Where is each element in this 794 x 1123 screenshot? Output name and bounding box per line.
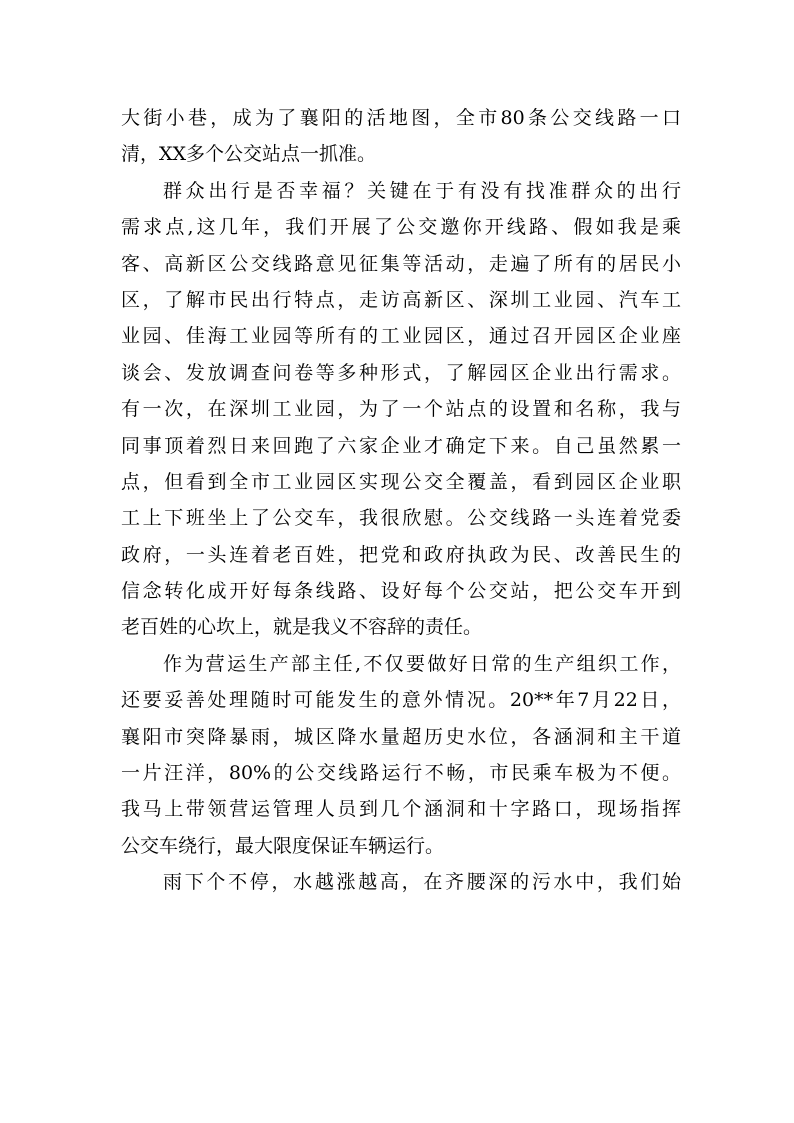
text-line: 有一次，在深圳工业园，为了一个站点的设置和名称，我与 [121,398,681,421]
document-body [121,100,681,901]
paragraph-first-line: 作为营运生产部主任,不仅要做好日常的生产组织工作， [163,652,681,675]
text-line: 还要妥善处理随时可能发生的意外情况。20**年7月22日， [121,689,681,712]
text-line: 我马上带领营运管理人员到几个涵洞和十字路口，现场指挥 [121,798,681,821]
text-line: 大街小巷，成为了襄阳的活地图，全市80条公交线路一口 [121,107,681,129]
text-line: 业园、佳海工业园等所有的工业园区，通过召开园区企业座 [121,325,681,348]
text-line: 需求点,这几年，我们开展了公交邀你开线路、假如我是乘 [121,216,681,239]
text-line: 点，但看到全市工业园区实现公交全覆盖，看到园区企业职 [121,470,681,493]
text-line: 谈会、发放调查问卷等多种形式，了解园区企业出行需求。 [121,361,681,384]
text-line: 襄阳市突降暴雨，城区降水量超历史水位，各涵洞和主干道 [121,725,681,748]
text-line: 工上下班坐上了公交车，我很欣慰。公交线路一头连着党委 [121,507,681,530]
text-line: 清，XX多个公交站点一抓准。 [121,143,377,166]
text-line: 政府，一头连着老百姓，把党和政府执政为民、改善民生的 [121,543,681,566]
text-line: 区，了解市民出行特点，走访高新区、深圳工业园、汽车工 [121,288,681,311]
text-line: 老百姓的心坎上，就是我义不容辞的责任。 [121,616,483,639]
text-line: 信念转化成开好每条线路、设好每个公交站，把公交车开到 [121,580,681,603]
text-line: 一片汪洋，80%的公交线路运行不畅，市民乘车极为不便。 [121,762,681,785]
text-line: 公交车绕行，最大限度保证车辆运行。 [121,834,445,857]
paragraph-first-line: 群众出行是否幸福？关键在于有没有找准群众的出行 [163,179,681,202]
text-line: 同事顶着烈日来回跑了六家企业才确定下来。自己虽然累一 [121,434,681,457]
paragraph-first-line: 雨下个不停，水越涨越高，在齐腰深的污水中，我们始 [163,871,681,894]
text-line: 客、高新区公交线路意见征集等活动，走遍了所有的居民小 [121,252,681,275]
